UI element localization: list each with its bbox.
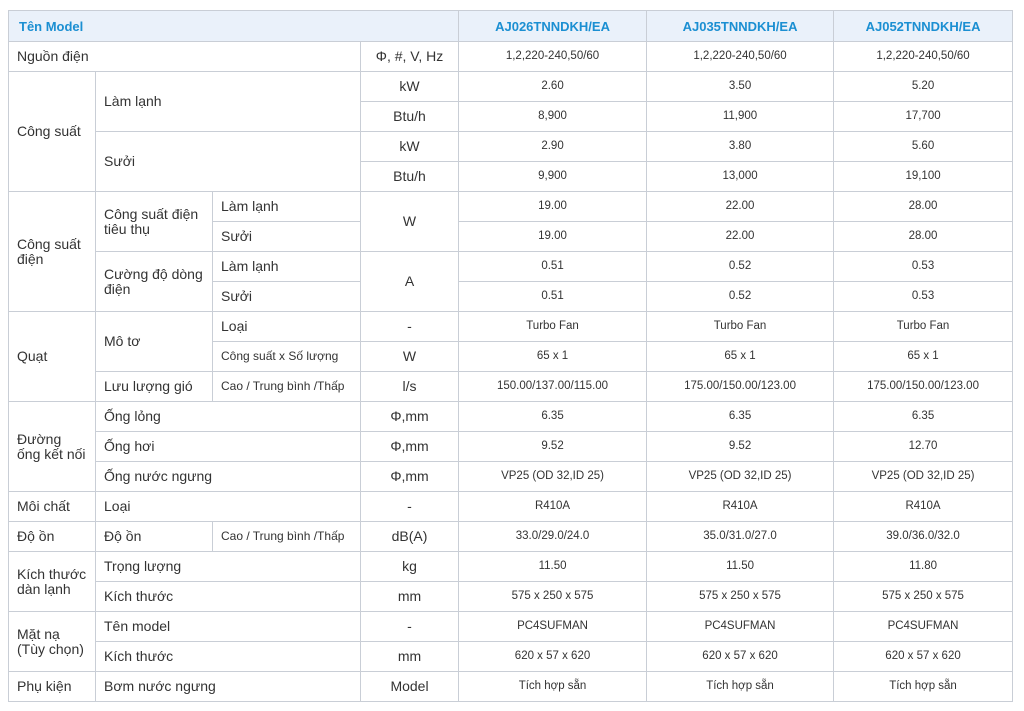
cell-value: 620 x 57 x 620 (647, 642, 834, 672)
cell-value: 3.50 (647, 72, 834, 102)
cell-value: 2.60 (459, 72, 647, 102)
sub-label: Trọng lượng (96, 552, 361, 582)
header-row (9, 11, 1013, 42)
sub-label: Mô tơ (96, 312, 213, 372)
cell-value: 0.52 (647, 252, 834, 282)
cell-value: 19.00 (459, 192, 647, 222)
table-row (9, 192, 1013, 222)
sub2-label: Cao / Trung bình /Thấp (213, 522, 361, 552)
table-row (9, 72, 1013, 102)
sub-label: Cường độ dòng điện (96, 252, 213, 312)
cell-value: 575 x 250 x 575 (834, 582, 1013, 612)
sub2-label: Cao / Trung bình /Thấp (213, 372, 361, 402)
sub-label: Bơm nước ngưng (96, 672, 361, 702)
header-model-1: AJ026TNNDKH/EA (459, 11, 647, 42)
sub2-label: Loại (213, 312, 361, 342)
cell-value: PC4SUFMAN (834, 612, 1013, 642)
sub-label: Sưởi (96, 132, 361, 192)
row-unit: Φ,mm (361, 402, 459, 432)
table-row (9, 612, 1013, 642)
table-row (9, 582, 1013, 612)
cell-value: PC4SUFMAN (459, 612, 647, 642)
header-title: Tên Model (9, 11, 459, 42)
row-unit: Φ,mm (361, 462, 459, 492)
cell-value: 11.50 (647, 552, 834, 582)
cell-value: 39.0/36.0/32.0 (834, 522, 1013, 552)
cell-value: 28.00 (834, 222, 1013, 252)
row-unit: - (361, 312, 459, 342)
sub2-label: Làm lạnh (213, 192, 361, 222)
cell-value: 11.80 (834, 552, 1013, 582)
cell-value: 22.00 (647, 222, 834, 252)
spec-table-container (8, 10, 1012, 703)
cell-value: 2.90 (459, 132, 647, 162)
sub-label: Ống lỏng (96, 402, 361, 432)
row-unit: W (361, 192, 459, 252)
row-unit: A (361, 252, 459, 312)
cell-value: VP25 (OD 32,ID 25) (834, 462, 1013, 492)
row-unit: Model (361, 672, 459, 702)
cell-value: 5.60 (834, 132, 1013, 162)
cell-value: Tích hợp sẵn (459, 672, 647, 702)
cell-value: 0.51 (459, 282, 647, 312)
table-row (9, 312, 1013, 342)
row-unit: - (361, 492, 459, 522)
sub-label: Công suất điện tiêu thụ (96, 192, 213, 252)
cell-value: 6.35 (834, 402, 1013, 432)
cell-value: Tích hợp sẵn (647, 672, 834, 702)
group-label: Phụ kiện (9, 672, 96, 702)
cell-value: 65 x 1 (459, 342, 647, 372)
cell-value: 620 x 57 x 620 (459, 642, 647, 672)
cell-value: 65 x 1 (647, 342, 834, 372)
group-label: Công suất điện (9, 192, 96, 312)
cell-value: R410A (834, 492, 1013, 522)
header-model-2: AJ035TNNDKH/EA (647, 11, 834, 42)
cell-value: 13,000 (647, 162, 834, 192)
cell-value: 0.52 (647, 282, 834, 312)
table-row (9, 402, 1013, 432)
sub2-label: Sưởi (213, 282, 361, 312)
cell-value: 65 x 1 (834, 342, 1013, 372)
sub-label: Kích thước (96, 642, 361, 672)
cell-value: 17,700 (834, 102, 1013, 132)
sub-label: Ống nước ngưng (96, 462, 361, 492)
sub2-label: Công suất x Số lượng (213, 342, 361, 372)
cell-value: Turbo Fan (834, 312, 1013, 342)
cell-value: 5.20 (834, 72, 1013, 102)
row-unit: kW (361, 132, 459, 162)
row-unit: Btu/h (361, 102, 459, 132)
table-row (9, 372, 1013, 402)
table-row (9, 492, 1013, 522)
cell-value: 19,100 (834, 162, 1013, 192)
cell-value: 620 x 57 x 620 (834, 642, 1013, 672)
sub-label: Làm lạnh (96, 72, 361, 132)
cell-value: 9,900 (459, 162, 647, 192)
cell-value: 8,900 (459, 102, 647, 132)
table-row (9, 522, 1013, 552)
table-row (9, 132, 1013, 162)
table-row (9, 672, 1013, 702)
cell-value: 11.50 (459, 552, 647, 582)
row-unit: kg (361, 552, 459, 582)
cell-value: 12.70 (834, 432, 1013, 462)
cell-value: 33.0/29.0/24.0 (459, 522, 647, 552)
cell-value: Turbo Fan (459, 312, 647, 342)
sub-label: Loại (96, 492, 361, 522)
cell-value: 9.52 (459, 432, 647, 462)
cell-value: 175.00/150.00/123.00 (834, 372, 1013, 402)
cell-value: PC4SUFMAN (647, 612, 834, 642)
row-unit: dB(A) (361, 522, 459, 552)
sub-label: Lưu lượng gió (96, 372, 213, 402)
row-unit: Btu/h (361, 162, 459, 192)
header-model-3: AJ052TNNDKH/EA (834, 11, 1013, 42)
row-unit: W (361, 342, 459, 372)
cell-value: 35.0/31.0/27.0 (647, 522, 834, 552)
cell-value: 3.80 (647, 132, 834, 162)
row-unit: mm (361, 582, 459, 612)
cell-value: 9.52 (647, 432, 834, 462)
group-label: Độ ồn (9, 522, 96, 552)
cell-value: 11,900 (647, 102, 834, 132)
cell-value: 0.51 (459, 252, 647, 282)
cell-value: 575 x 250 x 575 (459, 582, 647, 612)
sub2-label: Sưởi (213, 222, 361, 252)
cell-value: 1,2,220-240,50/60 (834, 42, 1013, 72)
cell-value: 6.35 (647, 402, 834, 432)
cell-value: Tích hợp sẵn (834, 672, 1013, 702)
cell-value: 175.00/150.00/123.00 (647, 372, 834, 402)
group-label: Công suất (9, 72, 96, 192)
cell-value: 22.00 (647, 192, 834, 222)
row-unit: l/s (361, 372, 459, 402)
spec-table (8, 10, 1013, 702)
table-row (9, 552, 1013, 582)
table-row (9, 252, 1013, 282)
group-label: Môi chất (9, 492, 96, 522)
cell-value: 150.00/137.00/115.00 (459, 372, 647, 402)
table-row (9, 642, 1013, 672)
cell-value: R410A (459, 492, 647, 522)
cell-value: VP25 (OD 32,ID 25) (647, 462, 834, 492)
group-label: Quạt (9, 312, 96, 402)
table-row (9, 42, 1013, 72)
cell-value: 575 x 250 x 575 (647, 582, 834, 612)
group-label: Đường ống kết nối (9, 402, 96, 492)
cell-value: 1,2,220-240,50/60 (647, 42, 834, 72)
row-unit: mm (361, 642, 459, 672)
row-unit: kW (361, 72, 459, 102)
table-row (9, 432, 1013, 462)
table-row (9, 462, 1013, 492)
cell-value: 0.53 (834, 282, 1013, 312)
cell-value: 19.00 (459, 222, 647, 252)
sub-label: Kích thước (96, 582, 361, 612)
row-unit: - (361, 612, 459, 642)
cell-value: 6.35 (459, 402, 647, 432)
group-label: Mặt nạ (Tùy chọn) (9, 612, 96, 672)
cell-value: R410A (647, 492, 834, 522)
group-label: Kích thước dàn lạnh (9, 552, 96, 612)
row-label: Nguồn điện (9, 42, 361, 72)
sub-label: Ống hơi (96, 432, 361, 462)
row-unit: Φ,mm (361, 432, 459, 462)
cell-value: VP25 (OD 32,ID 25) (459, 462, 647, 492)
sub-label: Tên model (96, 612, 361, 642)
sub2-label: Làm lạnh (213, 252, 361, 282)
cell-value: 28.00 (834, 192, 1013, 222)
cell-value: 0.53 (834, 252, 1013, 282)
row-unit: Φ, #, V, Hz (361, 42, 459, 72)
sub-label: Độ ồn (96, 522, 213, 552)
cell-value: Turbo Fan (647, 312, 834, 342)
cell-value: 1,2,220-240,50/60 (459, 42, 647, 72)
